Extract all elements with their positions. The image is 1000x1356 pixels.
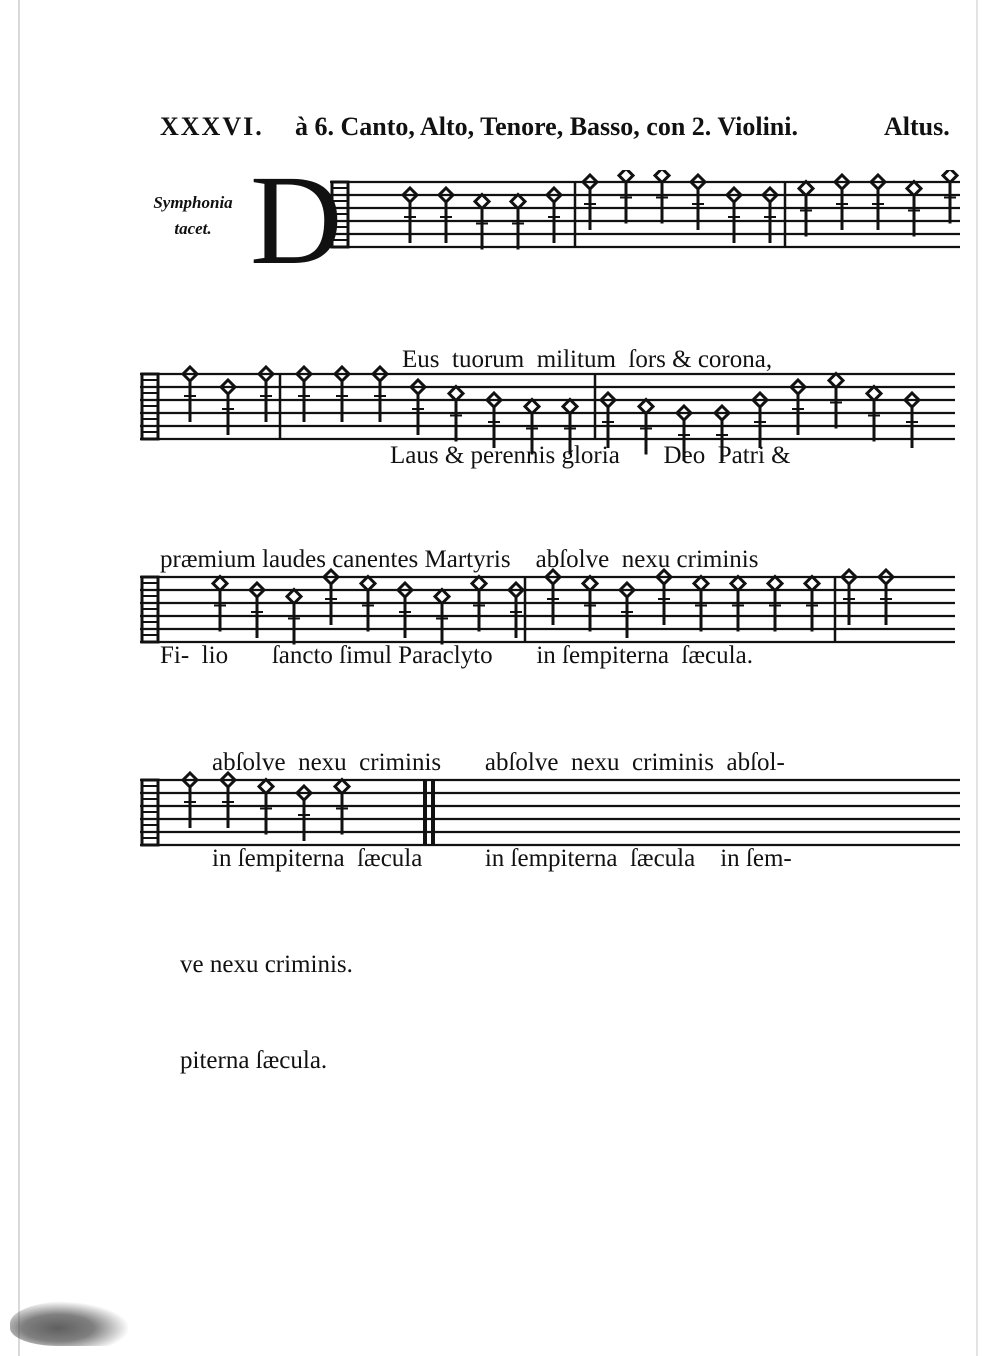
symphonia-label: Symphonia	[153, 193, 233, 212]
voicing-line: à 6. Canto, Alto, Tenore, Basso, con 2. Violini.	[295, 112, 798, 141]
part-name: Altus.	[884, 112, 950, 141]
note-head	[768, 577, 782, 591]
note-head	[829, 374, 843, 388]
note-head	[619, 170, 633, 183]
note-head	[805, 577, 819, 591]
page-header	[160, 112, 960, 152]
staff-svg	[330, 170, 960, 270]
lyric-line-2: Fi- lio ſancto ſimul Paraclyto in ſempiterna ſæcula.	[160, 642, 753, 669]
lyric-line-1: Eus tuorum militum ſors & corona,	[402, 346, 773, 373]
note-head	[799, 182, 813, 196]
note-head	[475, 195, 489, 209]
symphonia-note	[138, 190, 248, 242]
piece-number: XXXVI.	[160, 112, 264, 141]
note-head	[867, 387, 881, 401]
ink-smudge	[10, 1301, 130, 1346]
note-head	[655, 170, 669, 183]
tacet-label: tacet.	[174, 219, 212, 238]
page-edge-left	[18, 0, 20, 1356]
lyric-line-1: ve nexu criminis.	[180, 951, 353, 978]
note-head	[907, 182, 921, 196]
decorated-initial: D	[250, 149, 343, 291]
lyric-line-2: in ſempiterna ſæcula in ſempiterna ſæcula in ſem-	[212, 845, 792, 872]
note-head	[943, 170, 957, 183]
lyric-line-1: abſolve nexu criminis abſolve nexu criminis abſol-	[212, 749, 785, 776]
staff-system-1	[330, 170, 960, 270]
page-edge-right	[976, 0, 978, 1356]
lyric-line-2: piterna ſæcula.	[180, 1047, 328, 1074]
lyrics-system-4	[180, 885, 353, 1141]
lyric-line-1: præmium laudes canentes Martyris abſolve nexu criminis	[160, 546, 759, 573]
lyric-line-2: Laus & perennis gloria Deo Patri &	[390, 442, 791, 469]
note-head	[511, 195, 525, 209]
